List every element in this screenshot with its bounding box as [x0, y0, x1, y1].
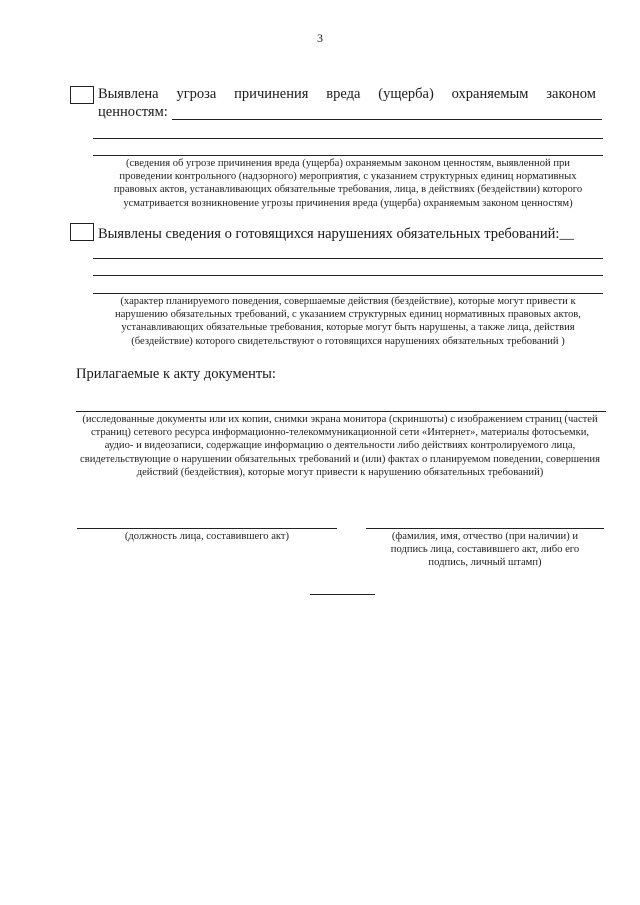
violations-fill-line[interactable]	[93, 258, 603, 259]
threat-word: угроза	[176, 86, 217, 102]
threat-fill-line[interactable]	[93, 155, 603, 156]
violations-fill-line[interactable]	[93, 275, 603, 276]
threat-fill-line[interactable]	[172, 119, 602, 120]
violations-statement: Выявлены сведения о готовящихся нарушениях обязательных требований:__	[98, 226, 574, 242]
end-separator	[310, 594, 375, 595]
threat-word: законом	[546, 86, 596, 102]
violations-checkbox[interactable]	[70, 223, 94, 241]
caption-line: правовых актов, устанавливающих обязательные требования, лица, в действиях (бездействии) которого	[113, 184, 583, 196]
page-number: 3	[317, 31, 323, 45]
signature-caption	[366, 530, 604, 570]
caption-line: проведении контрольного (надзорного) мероприятия, с указанием структурных единиц нормативных	[119, 171, 577, 183]
position-fill-line[interactable]	[77, 528, 337, 529]
threat-caption	[93, 157, 603, 210]
threat-word: вреда	[326, 86, 361, 102]
caption-line: (бездействие) которого свидетельствуют о готовящихся нарушениях обязательных требований )	[131, 335, 565, 347]
caption-line: подпись, личный штамп)	[428, 557, 542, 569]
caption-line: аудио- и видеозаписи, содержащие информацию о деятельности либо действиях контролируемого лица,	[104, 440, 576, 452]
caption-line: страниц) сетевого ресурса информационно-телекоммуникационной сети «Интернет», материалы фотосъемки,	[90, 427, 590, 439]
threat-word: (ущерба)	[378, 86, 434, 102]
position-caption: (должность лица, составившего акт)	[124, 531, 290, 542]
signature-fill-line[interactable]	[366, 528, 604, 529]
caption-line: действий (бездействия), которые могут привести к нарушению обязательных требований)	[136, 466, 544, 478]
threat-word: Выявлена	[98, 86, 159, 102]
caption-line: усматривается возникновение угрозы причинения вреда (ущерба) охраняемым законом ценностям)	[123, 197, 573, 209]
violations-fill-line[interactable]	[93, 293, 603, 294]
caption-line: нарушению обязательных требований, с указанием структурных единиц нормативных правовых актов,	[115, 309, 581, 321]
caption-line: (фамилия, имя, отчество (при наличии) и	[391, 531, 579, 542]
attachments-caption	[70, 413, 610, 479]
caption-line: (исследованные документы или их копии, снимки экрана монитора (скриншоты) с изображением страниц (частей	[82, 414, 598, 425]
threat-statement	[98, 86, 596, 103]
caption-line: (сведения об угрозе причинения вреда (ущерба) охраняемым законом ценностям, выявленной при	[126, 158, 570, 169]
caption-line: подпись лица, составившего акт, либо его	[390, 544, 580, 556]
caption-line: устанавливающих обязательные требования, которые могут быть нарушены, а также лица, действия	[121, 322, 575, 334]
caption-line: свидетельствующие о нарушении обязательных требований и (или) фактах о планируемом поведении, совершения	[80, 453, 600, 465]
attachments-heading: Прилагаемые к акту документы:	[76, 366, 276, 382]
threat-checkbox[interactable]	[70, 86, 94, 104]
attachments-fill-line[interactable]	[76, 411, 606, 412]
violations-caption	[93, 295, 603, 348]
caption-line: (характер планируемого поведения, совершаемые действия (бездействие), которые могут привести к	[120, 296, 576, 307]
threat-fill-line[interactable]	[93, 138, 603, 139]
threat-word: охраняемым	[451, 86, 529, 102]
threat-label-values: ценностям:	[98, 104, 168, 120]
threat-word: причинения	[234, 86, 309, 102]
